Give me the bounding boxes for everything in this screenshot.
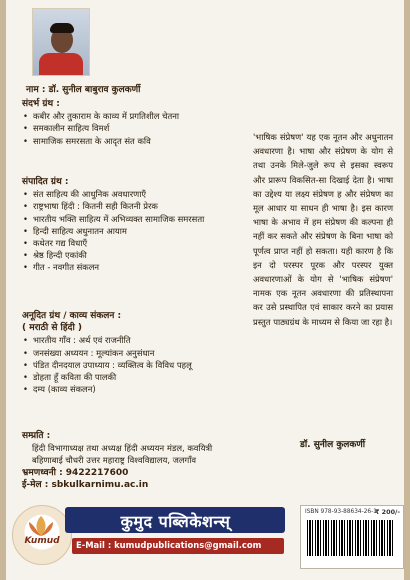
reference-books-section bbox=[22, 98, 232, 147]
list-item: • दम्य (काव्य संकलन) bbox=[22, 383, 232, 395]
author-photo bbox=[32, 8, 90, 76]
barcode bbox=[300, 505, 404, 569]
list-item: • कबीर और तुकाराम के काव्य में प्रगतिशील चेतना bbox=[22, 110, 232, 122]
edited-books-section bbox=[22, 176, 232, 274]
list-item: • पंडित दीनदयाल उपाध्याय : व्यक्तित्व के विविध पहलू bbox=[22, 359, 232, 371]
publisher-logo-text: Kumud bbox=[24, 536, 60, 546]
current-heading: सम्प्रति : bbox=[22, 431, 51, 441]
publisher-email: E-Mail : kumudpublications@gmail.com bbox=[76, 540, 262, 550]
author-email: ई-मेल : sbkulkarnimu.ac.in bbox=[22, 479, 149, 490]
list-item: • डोहता हूँ कविता की पालकी bbox=[22, 371, 232, 383]
list-item: • जनसंख्या अध्ययन : मूल्यांकन अनुसंधान bbox=[22, 347, 232, 359]
current-position-section bbox=[22, 430, 237, 491]
author-name: नाम : डॉ. सुनील बाबुराव कुलकर्णी bbox=[26, 85, 141, 95]
current-position-text: हिंदी विभागाध्यक्ष तथा अध्यक्ष हिंदी अध्ययन मंडल, कवयित्री बहिणाबाई चौधरी उत्तर महाराष्ट्र विश्वविद्यालय, जलगाँव bbox=[32, 443, 213, 466]
translated-books-section bbox=[22, 310, 232, 395]
phone-number: भ्रमणध्वनी : 9422217600 bbox=[22, 467, 129, 478]
list-item: • कथेतर गद्य विधाएँ bbox=[22, 237, 232, 249]
left-edge bbox=[0, 0, 6, 580]
list-item: • गीत - नवगीत संकलन bbox=[22, 261, 232, 273]
signature: डॉ. सुनील कुलकर्णी bbox=[300, 440, 366, 450]
list-item: • सामाजिक समरसता के आदृत संत कवि bbox=[22, 135, 232, 147]
list-item: • राष्ट्रभाषा हिंदी : कितनी सही कितनी प्रेरक bbox=[22, 200, 232, 212]
list-item: • भारतीय गाँव : अर्थ एवं राजनीति bbox=[22, 334, 232, 346]
isbn: ISBN 978-93-88634-26-1 bbox=[305, 509, 377, 515]
lotus-icon bbox=[20, 514, 62, 538]
publisher-name: कुमुद पब्लिकेशन्स् bbox=[120, 512, 231, 531]
price: ₹ 200/- bbox=[375, 508, 400, 516]
list-item: • संत साहित्य की आधुनिक अवधारणाएँ bbox=[22, 188, 232, 200]
translated-books-subheading: ( मराठी से हिंदी ) bbox=[22, 323, 83, 334]
translated-books-heading: अनूदित ग्रंथ / काव्य संकलन : bbox=[22, 311, 122, 321]
barcode-bars bbox=[307, 520, 393, 556]
list-item: • भारतीय भक्ति साहित्य में अभिव्यक्त सामाजिक समरसता bbox=[22, 213, 232, 225]
edited-books-heading: संपादित ग्रंथ : bbox=[22, 177, 69, 187]
list-item: • श्रेष्ठ हिन्दी एकांकी bbox=[22, 249, 232, 261]
list-item: • समकालीन साहित्य विमर्श bbox=[22, 122, 232, 134]
reference-books-heading: संदर्भ ग्रंथ : bbox=[22, 99, 60, 109]
list-item: • हिन्दी साहित्य अधुनातन आयाम bbox=[22, 225, 232, 237]
blurb-text: 'भाषिक संप्रेषण' यह एक नूतन और अधुनातन अवधारणा है। भाषा और संप्रेषण के योग से तथा उनके मिले-जुले रूप से इसका स्वरूप और प्रारूप विकसित-सा दिखाई देता है। भाषा का उद्देश्य या लक्ष्य संप्रेषण ह और संप्रेषण का मूल आधार या साधन ही भाषा है। इस कारण भाषा के अभाव में हम संप्रेषण की कल्पना ही नहीं कर सकते और संप्रेषण के बिना भाषा को पूर्णत्व प्राप्त नहीं हो सकता। यही कारण है कि इन दो परस्पर पूरक और परस्पर युक्त अवधारणाओं के योग से 'भाषिक संप्रेषण' नामक एक नूतन अवधारणा की प्रतिस्थापना कर उसे प्रस्थापित एवं साकार करने का प्रयास प्रस्तुत पाठ्यग्रंथ के माध्यम से किया जा रहा है। bbox=[253, 132, 393, 327]
right-edge bbox=[404, 0, 410, 580]
